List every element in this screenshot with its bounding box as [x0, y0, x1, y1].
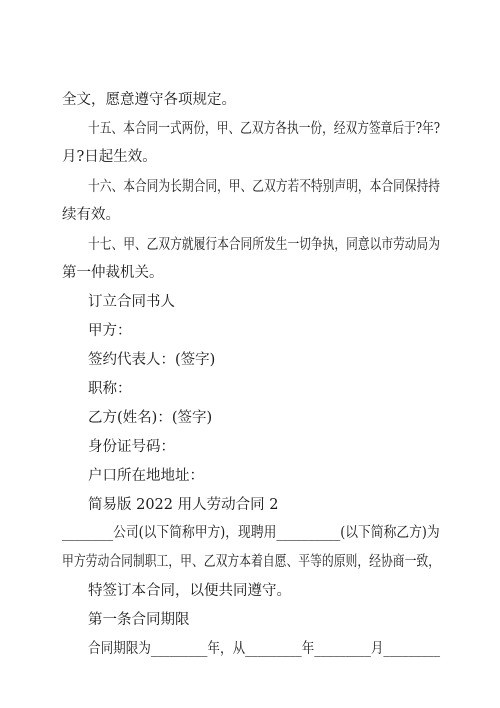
party-b-label: 乙方(姓名)：(签字) — [88, 410, 213, 426]
contract-term-line: 合同期限为_________年，从_________年_________月_________ — [88, 641, 441, 657]
clause-17-line-1: 十七、甲、乙双方就履行本合同所发生一切争执，同意以市劳动局为 — [88, 237, 441, 253]
contract-2-intro-line-3: 特签订本合同，以便共同遵守。 — [88, 583, 291, 599]
text-line-continuation: 全文，愿意遵守各项规定。 — [62, 92, 236, 108]
party-a-label: 甲方： — [88, 323, 132, 339]
clause-15-line-1: 十五、本合同一式两份，甲、乙双方各执一份，经双方签章后于?年? — [88, 121, 441, 137]
signatories-heading: 订立合同书人 — [88, 294, 175, 310]
article-1-heading: 第一条合同期限 — [88, 612, 190, 628]
representative-label: 签约代表人：(签字) — [88, 352, 216, 368]
clause-15-line-2: 月?日起生效。 — [62, 149, 157, 165]
contract-2-intro-line-2: 甲方劳动合同制职工，甲、乙双方本着自愿、平等的原则，经协商一致， — [62, 554, 441, 570]
clause-16-line-2: 续有效。 — [62, 207, 120, 223]
id-number-label: 身份证号码： — [88, 439, 175, 455]
title-label: 职称： — [88, 381, 132, 397]
clause-17-line-2: 第一仲裁机关。 — [62, 265, 164, 281]
clause-16-line-1: 十六、本合同为长期合同，甲、乙双方若不特别声明，本合同保持持 — [88, 179, 441, 195]
contract-2-intro-line-1: ________公司(以下简称甲方)，现聘用__________(以下简称乙方)为 — [62, 525, 440, 541]
contract-2-title: 简易版 2022 用人劳动合同 2 — [88, 497, 279, 513]
household-address-label: 户口所在地地址： — [88, 468, 204, 484]
